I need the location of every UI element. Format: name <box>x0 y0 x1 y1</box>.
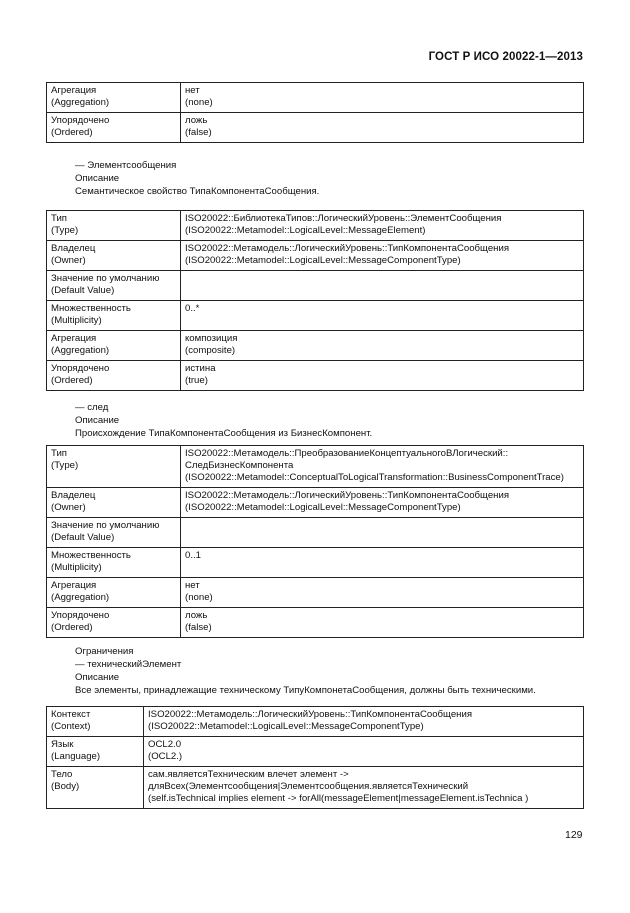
properties-table-1 <box>46 82 584 143</box>
table-row <box>47 361 584 391</box>
property-value: ISO20022::Метамодель::ЛогическийУровень::ТипКомпонентаСообщения (ISO20022::Metamodel::LogicalLevel::MessageComponentType) <box>181 488 584 518</box>
table-row <box>47 301 584 331</box>
property-value: OCL2.0 (OCL2.) <box>144 737 584 767</box>
table-row <box>47 113 584 143</box>
properties-table-2 <box>46 210 584 391</box>
property-value: 0..1 <box>181 548 584 578</box>
property-value: истина (true) <box>181 361 584 391</box>
table-row <box>47 211 584 241</box>
table-row <box>47 578 584 608</box>
section-description-title: Описание <box>75 415 120 426</box>
property-value: сам.являетсяТехническим влечет элемент -> дляВсех(Элементсообщения|Элементсообщения.являетсяТехнический (self.isTechnical implies element -> forAll(messageElement|messageElement.isTechnica ) <box>144 767 584 809</box>
property-key: Тип (Type) <box>47 211 181 241</box>
property-value <box>181 271 584 301</box>
property-key: Владелец (Owner) <box>47 488 181 518</box>
property-key: Агрегация (Aggregation) <box>47 83 181 113</box>
property-key: Множественность (Multiplicity) <box>47 548 181 578</box>
section-description-title: Описание <box>75 173 120 184</box>
property-key: Упорядочено (Ordered) <box>47 113 181 143</box>
property-value <box>181 518 584 548</box>
table-row <box>47 608 584 638</box>
section-element-name: — Элементсообщения <box>75 160 177 171</box>
property-value: композиция (composite) <box>181 331 584 361</box>
property-key: Упорядочено (Ordered) <box>47 361 181 391</box>
property-value: ISO20022::Метамодель::ЛогическийУровень::ТипКомпонентаСообщения (ISO20022::Metamodel::LogicalLevel::MessageComponentType) <box>144 707 584 737</box>
document-header: ГОСТ Р ИСО 20022-1—2013 <box>428 51 583 63</box>
table-row <box>47 737 584 767</box>
section-element-name: — след <box>75 402 109 413</box>
constraints-title: Ограничения <box>75 646 134 657</box>
constraint-table <box>46 706 584 809</box>
property-key: Владелец (Owner) <box>47 241 181 271</box>
property-key: Язык (Language) <box>47 737 144 767</box>
table-row <box>47 707 584 737</box>
property-value: ISO20022::БиблиотекаТипов::ЛогическийУровень::ЭлементСообщения (ISO20022::Metamodel::LogicalLevel::MessageElement) <box>181 211 584 241</box>
table-row <box>47 767 584 809</box>
property-value: ложь (false) <box>181 608 584 638</box>
section-element-name: — техническийЭлемент <box>75 659 182 670</box>
property-key: Агрегация (Aggregation) <box>47 331 181 361</box>
section-description-text: Семантическое свойство ТипаКомпонентаСообщения. <box>75 186 320 197</box>
table-row <box>47 518 584 548</box>
property-value: ложь (false) <box>181 113 584 143</box>
property-value: нет (none) <box>181 83 584 113</box>
property-key: Тип (Type) <box>47 446 181 488</box>
table-row <box>47 83 584 113</box>
property-key: Множественность (Multiplicity) <box>47 301 181 331</box>
property-key: Упорядочено (Ordered) <box>47 608 181 638</box>
table-row <box>47 331 584 361</box>
property-key: Значение по умолчанию (Default Value) <box>47 518 181 548</box>
property-key: Значение по умолчанию (Default Value) <box>47 271 181 301</box>
property-key: Агрегация (Aggregation) <box>47 578 181 608</box>
section-description-text: Происхождение ТипаКомпонентаСообщения из БизнесКомпонент. <box>75 428 373 439</box>
property-key: Тело (Body) <box>47 767 144 809</box>
property-value: ISO20022::Метамодель::ЛогическийУровень::ТипКомпонентаСообщения (ISO20022::Metamodel::LogicalLevel::MessageComponentType) <box>181 241 584 271</box>
table-row <box>47 271 584 301</box>
section-description-title: Описание <box>75 672 120 683</box>
property-value: ISO20022::Метамодель::ПреобразованиеКонцептуальногоВЛогический:: СледБизнесКомпонента (ISO20022::Metamodel::ConceptualToLogicalTransformation::BusinessComponentTrace) <box>181 446 584 488</box>
property-key: Контекст (Context) <box>47 707 144 737</box>
property-value: 0..* <box>181 301 584 331</box>
section-description-text: Все элементы, принадлежащие техническому ТипуКомпонетаСообщения, должны быть техническими. <box>75 685 536 696</box>
page-number: 129 <box>565 829 583 841</box>
table-row <box>47 548 584 578</box>
table-row <box>47 446 584 488</box>
table-row <box>47 488 584 518</box>
property-value: нет (none) <box>181 578 584 608</box>
properties-table-3 <box>46 445 584 638</box>
table-row <box>47 241 584 271</box>
